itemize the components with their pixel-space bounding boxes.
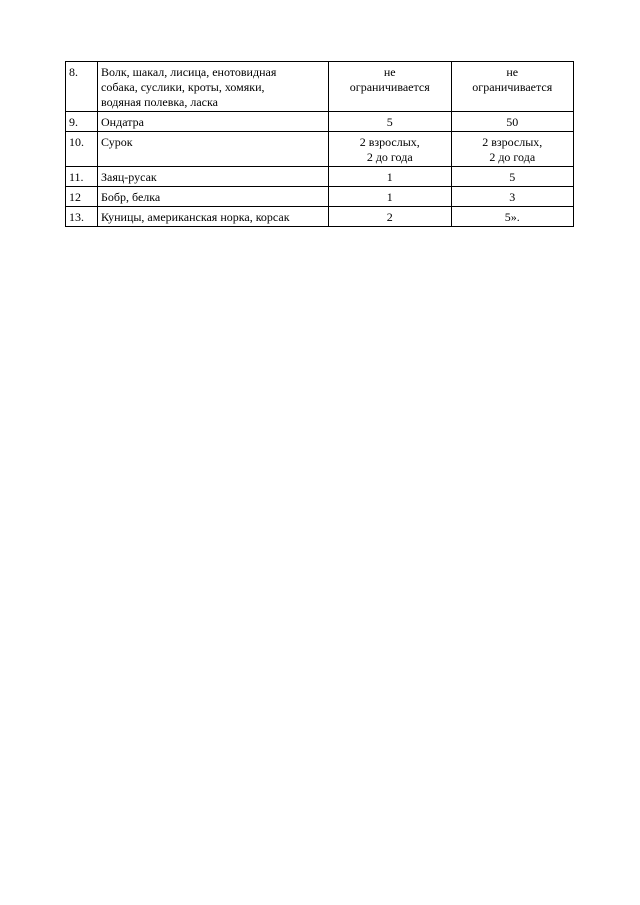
row-number: 12	[66, 187, 98, 207]
quota-line: 50	[506, 115, 519, 129]
quota-line: 3	[509, 190, 516, 204]
species-name	[98, 132, 329, 167]
quota-per-season	[451, 62, 574, 112]
quota-line: 1	[386, 170, 393, 184]
species-name	[98, 207, 329, 227]
table-row	[66, 167, 574, 187]
species-name-line: Сурок	[101, 135, 133, 149]
quota-line: 2 взрослых,	[482, 135, 543, 149]
table-row	[66, 132, 574, 167]
table-row	[66, 112, 574, 132]
species-name-line: Куницы, американская норка, корсак	[101, 210, 290, 224]
table-row	[66, 187, 574, 207]
species-name-line: Бобр, белка	[101, 190, 161, 204]
species-name-line: Волк, шакал, лисица, енотовидная	[101, 65, 277, 79]
species-name-line: Заяц-русак	[101, 170, 157, 184]
row-number: 10.	[66, 132, 98, 167]
quota-per-day	[329, 132, 452, 167]
species-name	[98, 62, 329, 112]
table-row	[66, 207, 574, 227]
quota-per-season	[451, 207, 574, 227]
species-name-line: водяная полевка, ласка	[101, 95, 218, 109]
quota-line: не	[383, 65, 396, 79]
quota-line: 2 до года	[366, 150, 413, 164]
quota-per-season	[451, 167, 574, 187]
row-number: 11.	[66, 167, 98, 187]
species-name-line: Ондатра	[101, 115, 144, 129]
quota-line: 1	[386, 190, 393, 204]
row-number: 8.	[66, 62, 98, 112]
quota-line: 2 взрослых,	[359, 135, 420, 149]
quota-per-season	[451, 112, 574, 132]
quota-per-day	[329, 187, 452, 207]
quota-line: 5».	[504, 210, 520, 224]
table-row	[66, 62, 574, 112]
species-name	[98, 187, 329, 207]
hunting-quota-table	[65, 61, 574, 227]
quota-per-day	[329, 112, 452, 132]
quota-line: ограничивается	[349, 80, 430, 94]
quota-line: ограничивается	[472, 80, 553, 94]
quota-per-day	[329, 62, 452, 112]
row-number: 13.	[66, 207, 98, 227]
quota-per-season	[451, 132, 574, 167]
quota-per-season	[451, 187, 574, 207]
row-number: 9.	[66, 112, 98, 132]
quota-line: 5	[386, 115, 393, 129]
species-name	[98, 112, 329, 132]
species-name-line: собака, суслики, кроты, хомяки,	[101, 80, 265, 94]
quota-line: не	[506, 65, 519, 79]
quota-per-day	[329, 207, 452, 227]
species-name	[98, 167, 329, 187]
quota-line: 5	[509, 170, 516, 184]
quota-per-day	[329, 167, 452, 187]
quota-line: 2 до года	[489, 150, 536, 164]
quota-line: 2	[386, 210, 393, 224]
